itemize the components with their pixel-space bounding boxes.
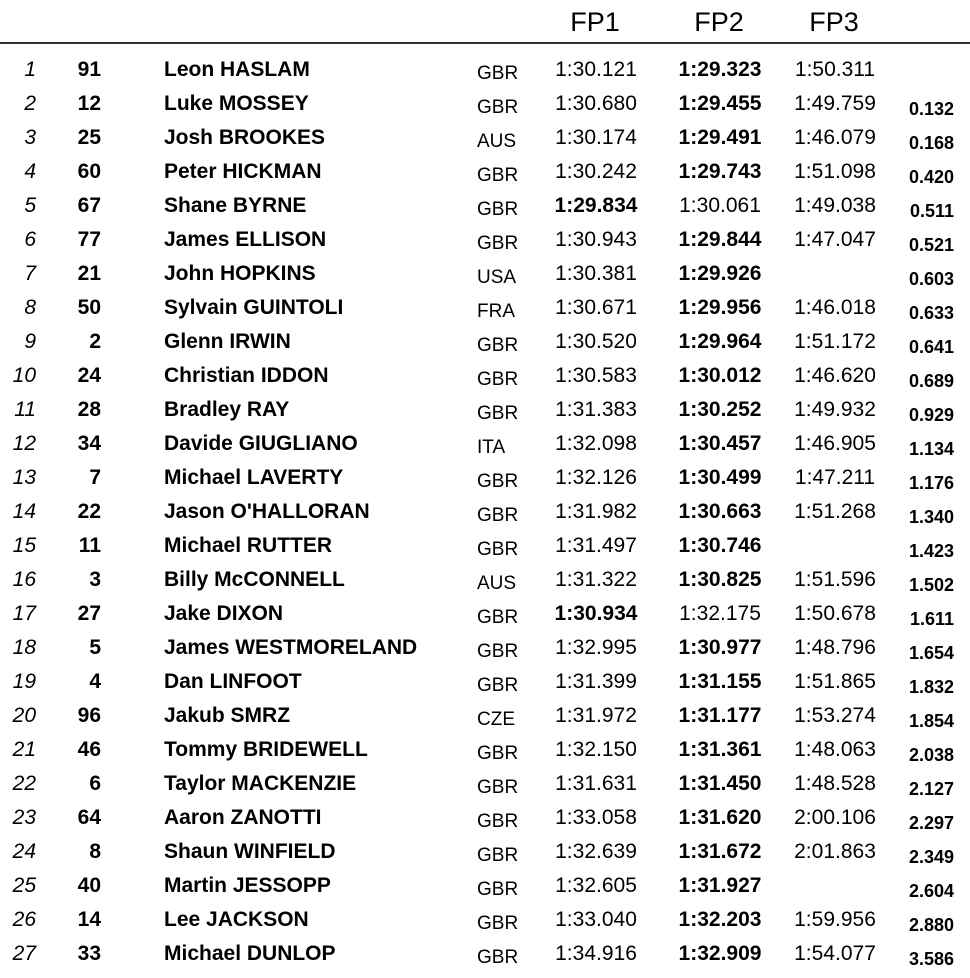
fp2-time-cell: 1:30.499 (678, 466, 762, 489)
fp2-time-cell: 1:30.012 (678, 364, 762, 387)
rider-name-cell: Jason O'HALLORAN (164, 500, 370, 523)
rider-name-cell: Tommy BRIDEWELL (164, 738, 368, 761)
nationality-cell: GBR (477, 233, 519, 254)
gap-cell: 2.880 (908, 915, 954, 935)
rider-number-cell: 11 (78, 534, 101, 557)
fp3-time-cell: 1:51.098 (794, 160, 876, 183)
nationality-cell: GBR (477, 947, 519, 968)
rider-number-cell: 12 (77, 92, 101, 115)
rider-number-cell: 96 (77, 704, 101, 727)
header-rule (0, 42, 970, 44)
fp2-time-cell: 1:31.155 (678, 670, 762, 693)
rider-name-cell: James ELLISON (164, 228, 327, 251)
table-row (0, 529, 970, 563)
position-cell: 13 (12, 466, 36, 489)
rider-number-cell: 91 (77, 58, 101, 81)
rider-name-cell: Leon HASLAM (164, 58, 310, 81)
fp2-time-cell: 1:29.323 (678, 58, 762, 81)
fp2-time-cell: 1:30.977 (678, 636, 762, 659)
fp1-time-cell: 1:30.242 (555, 160, 637, 183)
table-row (0, 597, 970, 631)
table-row (0, 121, 970, 155)
position-cell: 26 (12, 908, 36, 931)
table-row (0, 801, 970, 835)
nationality-cell: GBR (477, 369, 519, 390)
fp2-time-cell: 1:29.964 (678, 330, 762, 353)
fp2-time-cell: 1:30.663 (678, 500, 762, 523)
table-row (0, 155, 970, 189)
fp3-time-cell: 1:59.956 (794, 908, 876, 931)
table-row (0, 223, 970, 257)
rider-name-cell: Taylor MACKENZIE (164, 772, 357, 795)
table-header (0, 0, 970, 44)
rider-name-cell: James WESTMORELAND (164, 636, 418, 659)
fp1-time-cell: 1:31.972 (555, 704, 637, 727)
fp1-time-cell: 1:33.040 (555, 908, 637, 931)
fp2-time-cell: 1:32.175 (679, 602, 761, 625)
rider-number-cell: 14 (77, 908, 101, 931)
gap-cell: 1.423 (908, 541, 954, 561)
rider-name-cell: Michael LAVERTY (164, 466, 344, 489)
table-row (0, 733, 970, 767)
nationality-cell: GBR (477, 63, 519, 84)
table-row (0, 937, 970, 971)
fp3-time-cell: 1:46.620 (794, 364, 876, 387)
rider-number-cell: 46 (77, 738, 101, 761)
nationality-cell: GBR (477, 777, 519, 798)
table-row (0, 325, 970, 359)
gap-cell: 0.521 (908, 235, 954, 255)
rider-name-cell: Luke MOSSEY (164, 92, 309, 115)
fp3-time-cell: 1:49.759 (794, 92, 876, 115)
position-cell: 20 (12, 704, 36, 727)
fp3-time-cell: 1:53.274 (794, 704, 876, 727)
rider-name-cell: Bradley RAY (164, 398, 290, 421)
fp3-time-cell: 1:51.268 (794, 500, 876, 523)
nationality-cell: GBR (477, 97, 519, 118)
fp2-time-cell: 1:29.956 (678, 296, 762, 319)
table-row (0, 189, 970, 223)
nationality-cell: GBR (477, 199, 519, 220)
position-cell: 3 (24, 126, 36, 149)
gap-cell: 1.134 (908, 439, 954, 459)
rider-number-cell: 67 (77, 194, 101, 217)
position-cell: 15 (12, 534, 36, 557)
fp2-time-cell: 1:31.177 (678, 704, 762, 727)
fp2-time-cell: 1:32.203 (678, 908, 762, 931)
fp3-time-cell: 1:54.077 (794, 942, 876, 965)
fp3-time-cell: 1:46.079 (794, 126, 876, 149)
table-row (0, 87, 970, 121)
fp3-time-cell: 1:48.063 (794, 738, 876, 761)
position-cell: 25 (12, 874, 36, 897)
rider-name-cell: Martin JESSOPP (164, 874, 331, 897)
fp1-time-cell: 1:32.098 (555, 432, 637, 455)
rider-number-cell: 28 (77, 398, 101, 421)
fp3-time-cell: 1:46.905 (794, 432, 876, 455)
rider-name-cell: Christian IDDON (164, 364, 329, 387)
rider-number-cell: 3 (89, 568, 101, 591)
table-row (0, 835, 970, 869)
fp1-time-cell: 1:30.520 (555, 330, 637, 353)
nationality-cell: USA (477, 267, 517, 288)
rider-name-cell: Dan LINFOOT (164, 670, 302, 693)
fp2-time-cell: 1:32.909 (678, 942, 762, 965)
position-cell: 19 (12, 670, 36, 693)
fp2-time-cell: 1:29.926 (678, 262, 762, 285)
fp2-time-cell: 1:29.455 (678, 92, 762, 115)
fp1-time-cell: 1:32.126 (555, 466, 637, 489)
position-cell: 14 (12, 500, 36, 523)
position-cell: 7 (24, 262, 36, 285)
nationality-cell: GBR (477, 165, 519, 186)
position-cell: 9 (24, 330, 36, 353)
rider-number-cell: 33 (77, 942, 101, 965)
fp1-time-cell: 1:30.381 (555, 262, 637, 285)
fp3-time-cell: 1:51.865 (794, 670, 876, 693)
position-cell: 8 (24, 296, 36, 319)
table-row (0, 631, 970, 665)
rider-number-cell: 22 (77, 500, 101, 523)
nationality-cell: GBR (477, 811, 519, 832)
fp3-time-cell: 1:48.528 (794, 772, 876, 795)
gap-cell: 2.604 (908, 881, 954, 901)
rider-number-cell: 50 (77, 296, 101, 319)
rider-number-cell: 77 (77, 228, 101, 251)
rider-number-cell: 24 (77, 364, 101, 387)
gap-cell: 1.176 (908, 473, 954, 493)
rider-number-cell: 64 (77, 806, 101, 829)
position-cell: 21 (12, 738, 36, 761)
rider-name-cell: Michael RUTTER (164, 534, 333, 557)
table-row (0, 903, 970, 937)
fp1-time-cell: 1:32.605 (555, 874, 637, 897)
gap-cell: 0.641 (908, 337, 954, 357)
rider-name-cell: Sylvain GUINTOLI (164, 296, 344, 319)
fp3-time-cell: 1:47.047 (794, 228, 876, 251)
rider-name-cell: Shaun WINFIELD (164, 840, 336, 863)
position-cell: 17 (12, 602, 36, 625)
fp1-time-cell: 1:31.383 (555, 398, 637, 421)
table-row (0, 291, 970, 325)
position-cell: 6 (24, 228, 36, 251)
fp2-time-cell: 1:30.825 (678, 568, 762, 591)
nationality-cell: GBR (477, 335, 519, 356)
header-fp3: FP3 (809, 7, 859, 37)
fp1-time-cell: 1:33.058 (555, 806, 637, 829)
rider-name-cell: Jake DIXON (164, 602, 284, 625)
table-row (0, 767, 970, 801)
fp2-time-cell: 1:30.252 (678, 398, 762, 421)
nationality-cell: GBR (477, 607, 519, 628)
nationality-cell: GBR (477, 539, 519, 560)
fp1-time-cell: 1:32.639 (555, 840, 637, 863)
table-row (0, 699, 970, 733)
fp3-time-cell: 1:46.018 (794, 296, 876, 319)
rider-number-cell: 5 (89, 636, 101, 659)
fp1-time-cell: 1:30.583 (555, 364, 637, 387)
gap-cell: 1.654 (908, 643, 954, 663)
position-cell: 10 (12, 364, 36, 387)
fp2-time-cell: 1:30.457 (678, 432, 762, 455)
fp3-time-cell: 1:49.038 (794, 194, 876, 217)
rider-name-cell: Peter HICKMAN (164, 160, 322, 183)
gap-cell: 1.832 (908, 677, 954, 697)
fp1-time-cell: 1:30.121 (555, 58, 637, 81)
fp1-time-cell: 1:34.916 (555, 942, 637, 965)
rider-name-cell: Jakub SMRZ (164, 704, 291, 727)
fp3-time-cell: 2:00.106 (794, 806, 876, 829)
gap-cell: 0.168 (908, 133, 954, 153)
position-cell: 22 (12, 772, 36, 795)
gap-cell: 3.586 (908, 949, 954, 969)
gap-cell: 2.349 (908, 847, 954, 867)
gap-cell: 0.511 (909, 201, 954, 221)
rider-name-cell: Josh BROOKES (164, 126, 326, 149)
rider-name-cell: Michael DUNLOP (164, 942, 336, 965)
gap-cell: 1.611 (909, 609, 954, 629)
fp3-time-cell: 1:51.596 (794, 568, 876, 591)
fp3-time-cell: 1:48.796 (794, 636, 876, 659)
fp1-time-cell: 1:31.497 (555, 534, 637, 557)
gap-cell: 0.689 (908, 371, 954, 391)
fp2-time-cell: 1:31.361 (678, 738, 762, 761)
table-row (0, 665, 970, 699)
position-cell: 1 (24, 58, 36, 81)
position-cell: 23 (12, 806, 36, 829)
fp1-time-cell: 1:30.680 (555, 92, 637, 115)
fp3-time-cell: 1:51.172 (794, 330, 876, 353)
rider-number-cell: 25 (77, 126, 101, 149)
nationality-cell: AUS (477, 573, 517, 594)
nationality-cell: GBR (477, 403, 519, 424)
fp2-time-cell: 1:30.061 (679, 194, 761, 217)
nationality-cell: GBR (477, 845, 519, 866)
nationality-cell: GBR (477, 505, 519, 526)
position-cell: 27 (12, 942, 36, 965)
rider-name-cell: Davide GIUGLIANO (164, 432, 358, 455)
nationality-cell: GBR (477, 675, 519, 696)
fp2-time-cell: 1:29.491 (678, 126, 762, 149)
rider-number-cell: 7 (89, 466, 101, 489)
fp3-time-cell: 2:01.863 (794, 840, 876, 863)
fp1-time-cell: 1:30.671 (555, 296, 637, 319)
rider-number-cell: 8 (89, 840, 101, 863)
table-row (0, 869, 970, 903)
rider-name-cell: Shane BYRNE (164, 194, 307, 217)
table-row (0, 495, 970, 529)
nationality-cell: GBR (477, 471, 519, 492)
fp3-time-cell: 1:50.311 (794, 58, 876, 81)
fp3-time-cell: 1:50.678 (794, 602, 876, 625)
fp2-time-cell: 1:31.927 (678, 874, 762, 897)
rider-number-cell: 60 (77, 160, 101, 183)
fp1-time-cell: 1:32.995 (555, 636, 637, 659)
fp1-time-cell: 1:30.174 (555, 126, 637, 149)
table-row (0, 461, 970, 495)
gap-cell: 0.929 (908, 405, 954, 425)
nationality-cell: AUS (477, 131, 517, 152)
table-row (0, 257, 970, 291)
fp2-time-cell: 1:29.844 (678, 228, 762, 251)
gap-cell: 0.603 (908, 269, 954, 289)
position-cell: 2 (24, 92, 36, 115)
fp1-time-cell: 1:31.322 (555, 568, 637, 591)
position-cell: 18 (12, 636, 36, 659)
rider-number-cell: 2 (89, 330, 101, 353)
fp2-time-cell: 1:31.672 (678, 840, 762, 863)
fp1-time-cell: 1:29.834 (554, 194, 638, 217)
position-cell: 4 (24, 160, 36, 183)
gap-cell: 0.420 (908, 167, 954, 187)
nationality-cell: GBR (477, 641, 519, 662)
fp1-time-cell: 1:30.934 (554, 602, 638, 625)
fp2-time-cell: 1:30.746 (678, 534, 762, 557)
fp1-time-cell: 1:31.399 (555, 670, 637, 693)
nationality-cell: CZE (477, 709, 515, 730)
rider-number-cell: 6 (89, 772, 101, 795)
header-fp1: FP1 (570, 7, 620, 37)
rider-number-cell: 40 (77, 874, 101, 897)
table-row (0, 53, 970, 87)
nationality-cell: GBR (477, 913, 519, 934)
fp3-time-cell: 1:47.211 (794, 466, 876, 489)
fp1-time-cell: 1:32.150 (555, 738, 637, 761)
nationality-cell: GBR (477, 879, 519, 900)
fp2-time-cell: 1:31.620 (678, 806, 762, 829)
fp1-time-cell: 1:31.982 (555, 500, 637, 523)
fp1-time-cell: 1:31.631 (555, 772, 637, 795)
nationality-cell: FRA (477, 301, 515, 322)
rider-number-cell: 21 (77, 262, 101, 285)
rider-name-cell: Lee JACKSON (164, 908, 309, 931)
rider-number-cell: 4 (89, 670, 101, 693)
gap-cell: 1.502 (908, 575, 954, 595)
position-cell: 16 (12, 568, 36, 591)
rider-name-cell: Billy McCONNELL (164, 568, 345, 591)
gap-cell: 2.038 (908, 745, 954, 765)
table-row (0, 359, 970, 393)
position-cell: 11 (14, 398, 36, 421)
table-row (0, 563, 970, 597)
fp1-time-cell: 1:30.943 (555, 228, 637, 251)
fp2-time-cell: 1:31.450 (678, 772, 762, 795)
gap-cell: 1.340 (908, 507, 954, 527)
rider-name-cell: Glenn IRWIN (164, 330, 291, 353)
gap-cell: 1.854 (908, 711, 954, 731)
rider-name-cell: John HOPKINS (164, 262, 316, 285)
table-row (0, 427, 970, 461)
rider-name-cell: Aaron ZANOTTI (164, 806, 322, 829)
fp2-time-cell: 1:29.743 (678, 160, 762, 183)
header-fp2: FP2 (694, 7, 744, 37)
position-cell: 5 (24, 194, 36, 217)
results-table (0, 53, 970, 971)
gap-cell: 2.127 (908, 779, 954, 799)
rider-number-cell: 27 (77, 602, 101, 625)
table-row (0, 393, 970, 427)
fp3-time-cell: 1:49.932 (794, 398, 876, 421)
gap-cell: 2.297 (908, 813, 954, 833)
nationality-cell: GBR (477, 743, 519, 764)
position-cell: 24 (12, 840, 36, 863)
rider-number-cell: 34 (77, 432, 101, 455)
gap-cell: 0.633 (908, 303, 954, 323)
nationality-cell: ITA (477, 437, 506, 458)
position-cell: 12 (12, 432, 36, 455)
gap-cell: 0.132 (908, 99, 954, 119)
